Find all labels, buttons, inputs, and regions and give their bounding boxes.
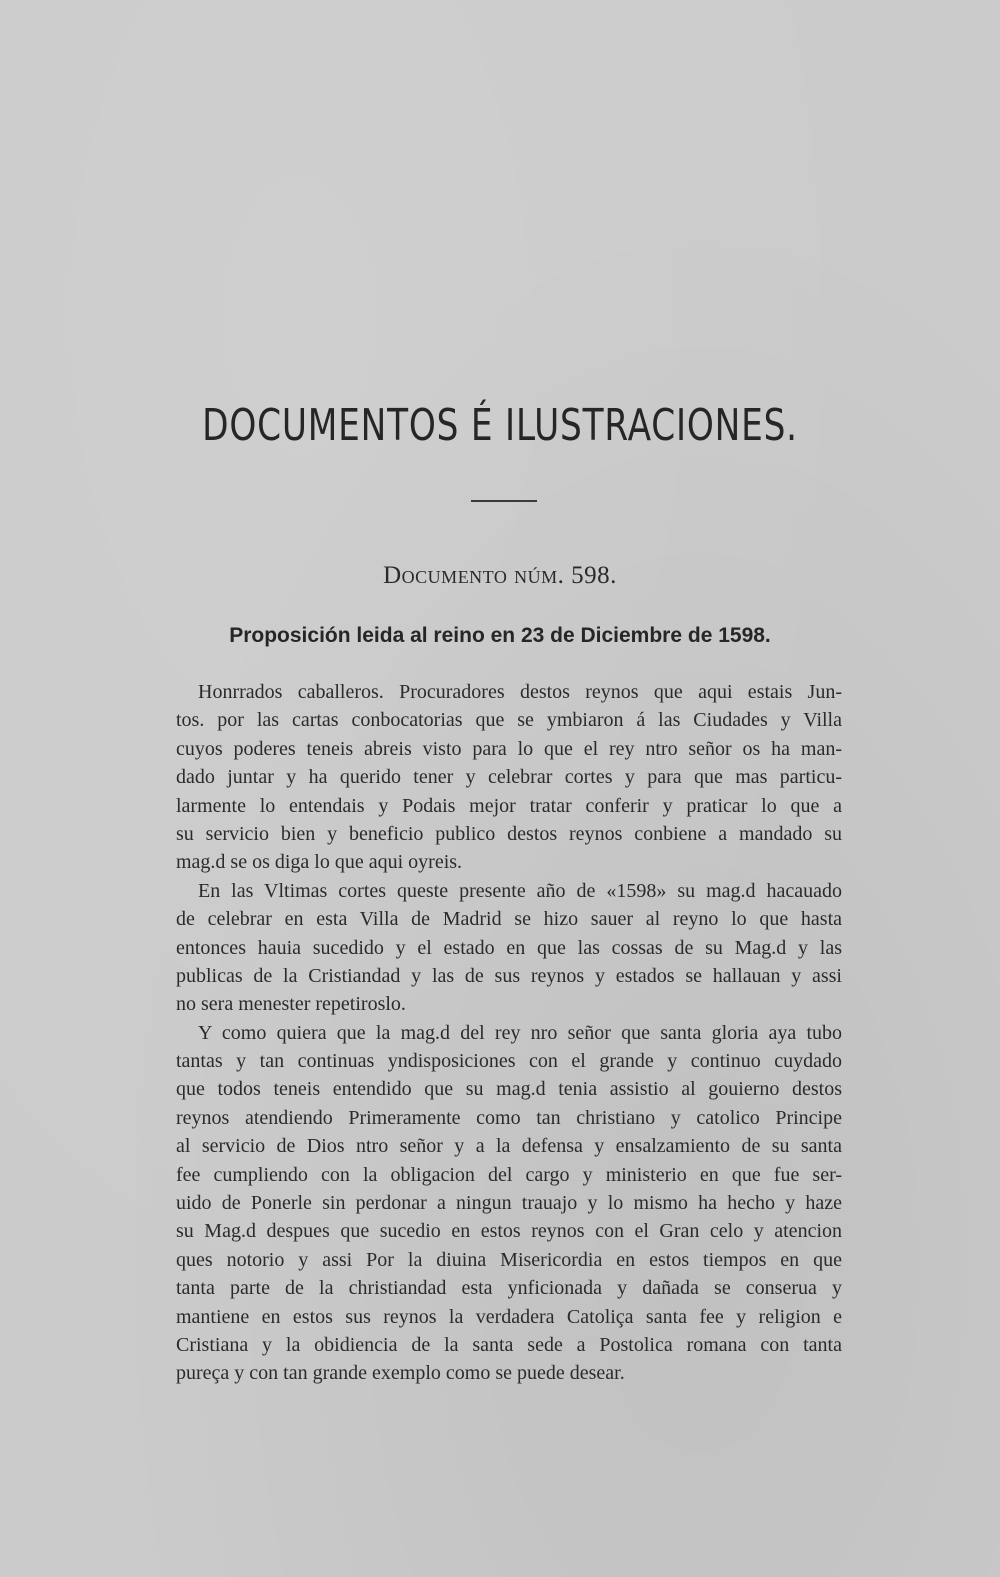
text-line: uido de Ponerle sin perdonar a ningun trauajo y lo mismo ha hecho y haze xyxy=(176,1192,842,1215)
heading-divider xyxy=(471,500,537,502)
text-line: tantas y tan continuas yndisposiciones con el grande y continuo cuydado xyxy=(176,1050,842,1073)
text-line: no sera menester repetiroslo. xyxy=(176,993,406,1016)
text-line: ques notorio y assi Por la diuina Misericordia en estos tiempos en que xyxy=(176,1248,842,1271)
text-line: mag.d se os diga lo que aqui oyreis. xyxy=(176,851,463,874)
document-number: Documento núm. 598. xyxy=(383,562,617,589)
text-line: dado juntar y ha querido tener y celebrar cortes y para que mas particu- xyxy=(176,766,842,789)
text-line: publicas de la Cristiandad y las de sus reynos y estados se hallauan y assi xyxy=(176,964,842,987)
text-line: su Mag.d despues que sucedio en estos reynos con el Gran celo y atencion xyxy=(176,1220,842,1243)
text-line: Cristiana y la obidiencia de la santa sede a Postolica romana con tanta xyxy=(176,1333,842,1356)
text-line: que todos teneis entendido que su mag.d tenia assistio al gouierno destos xyxy=(176,1078,842,1101)
text-line: larmente lo entendais y Podais mejor tratar conferir y praticar lo que a xyxy=(176,794,842,817)
text-line: entonces hauia sucedido y el estado en que las cossas de su Mag.d y las xyxy=(176,936,842,959)
text-line: cuyos poderes teneis abreis visto para lo que el rey ntro señor os ha man- xyxy=(176,737,842,760)
text-line: Honrrados caballeros. Procuradores destos reynos que aqui estais Jun- xyxy=(198,681,842,703)
text-line: pureça y con tan grande exemplo como se puede desear. xyxy=(176,1362,625,1385)
text-line: reynos atendiendo Primeramente como tan christiano y catolico Principe xyxy=(176,1106,842,1129)
text-line: tos. por las cartas conbocatorias que se ymbiaron á las Ciudades y Villa xyxy=(176,709,842,732)
text-line: al servicio de Dios ntro señor y a la defensa y ensalzamiento de su santa xyxy=(176,1135,842,1158)
proposition-title: Proposición leida al reino en 23 de Diciembre de 1598. xyxy=(229,624,771,647)
text-line: fee cumpliendo con la obligacion del cargo y ministerio en que fue ser- xyxy=(176,1163,842,1186)
text-line: mantiene en estos sus reynos la verdadera Catoliça santa fee y religion e xyxy=(176,1305,842,1328)
text-line: de celebrar en esta Villa de Madrid se hizo sauer al reyno lo que hasta xyxy=(176,908,842,931)
page-heading: DOCUMENTOS É ILUSTRACIONES. xyxy=(202,400,798,451)
text-line: tanta parte de la christiandad esta ynficionada y dañada se conserua y xyxy=(176,1277,842,1300)
text-line: Y como quiera que la mag.d del rey nro señor que santa gloria aya tubo xyxy=(198,1021,842,1044)
document-body xyxy=(176,678,842,1388)
text-line: En las Vltimas cortes queste presente año de «1598» su mag.d hacauado xyxy=(198,879,842,902)
text-line: su servicio bien y beneficio publico destos reynos conbiene a mandado su xyxy=(176,822,842,845)
